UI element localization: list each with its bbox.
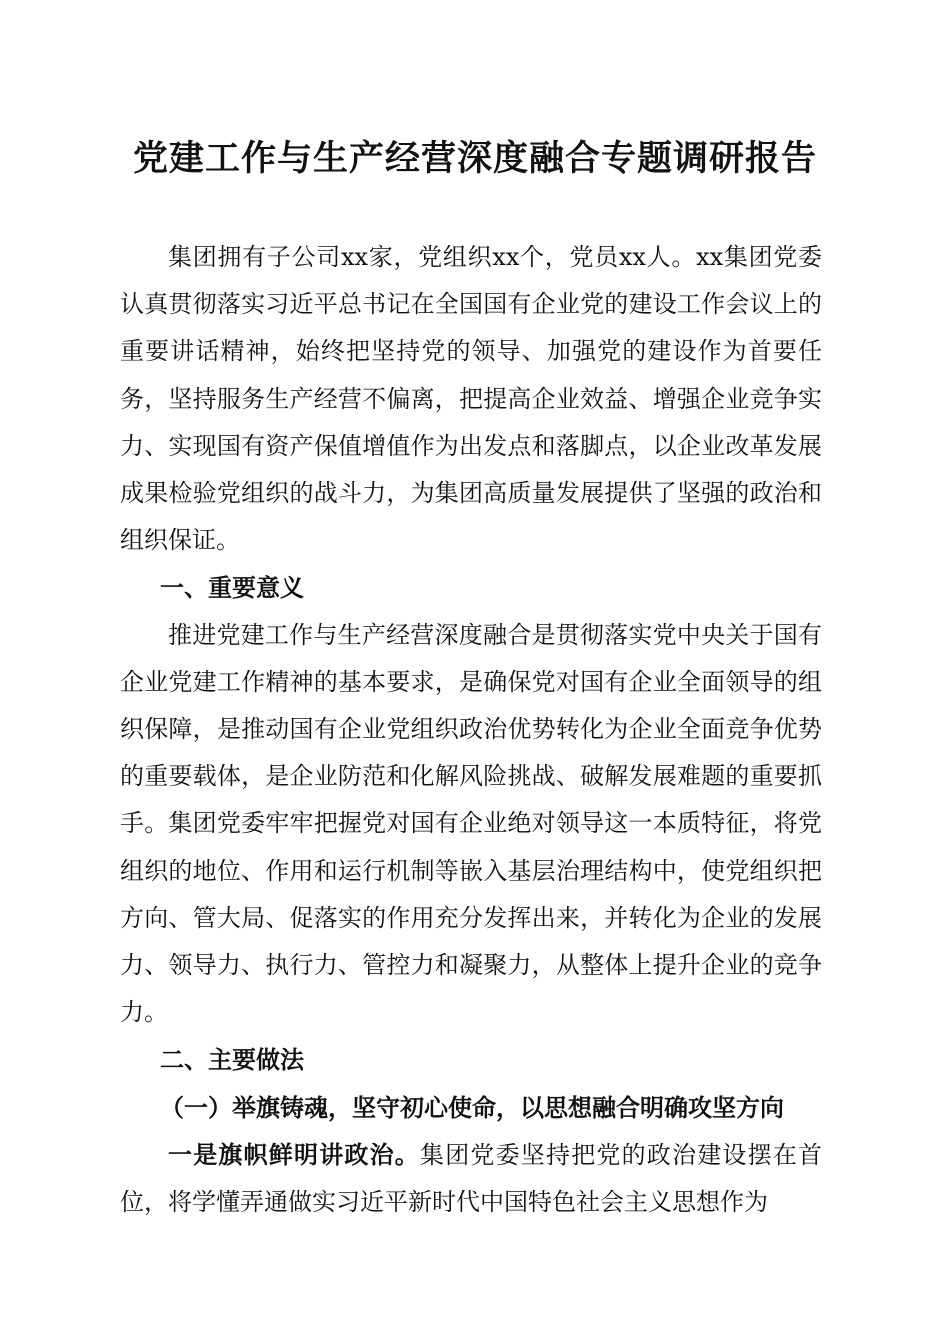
intro-paragraph: 集团拥有子公司xx家，党组织xx个，党员xx人。xx集团党委认真贯彻落实习近平总书记在全国国有企业党的建设工作会议上的重要讲话精神，始终把坚持党的领导、加强党的建设作为首要任务，坚持服务生产经营不偏离，把提高企业效益、增强企业竞争实力、实现国有资产保值增值作为出发点和落脚点，以企业改革发展成果检验党组织的战斗力，为集团高质量发展提供了坚强的政治和组织保证。 — [120, 243, 822, 555]
section-2-paragraph-rest: 集团党委坚持把党的政治建设摆在首位，将学懂弄通做实习近平新时代中国特色社会主义思想作为 — [120, 1140, 822, 1217]
document-body — [120, 234, 822, 1226]
section-2-paragraph — [120, 1131, 822, 1226]
section-2-lead-bold: 一是旗帜鲜明讲政治。 — [168, 1139, 420, 1169]
section-2-heading: 二、主要做法 — [160, 1045, 304, 1075]
document-title: 党建工作与生产经营深度融合专题调研报告 — [132, 138, 817, 179]
section-2-sub-heading: （一）举旗铸魂，坚守初心使命，以思想融合明确攻坚方向 — [160, 1092, 784, 1122]
section-1-heading: 一、重要意义 — [160, 573, 304, 603]
section-1-paragraph: 推进党建工作与生产经营深度融合是贯彻落实党中央关于国有企业党建工作精神的基本要求，是确保党对国有企业全面领导的组织保障，是推动国有企业党组织政治优势转化为企业全面竞争优势的重要载体，是企业防范和化解风险挑战、破解发展难题的重要抓手。集团党委牢牢把握党对国有企业绝对领导这一本质特征，将党组织的地位、作用和运行机制等嵌入基层治理结构中，使党组织把方向、管大局、促落实的作用充分发挥出来，并转化为企业的发展力、领导力、执行力、管控力和凝聚力，从整体上提升企业的竞争力。 — [120, 620, 822, 1027]
